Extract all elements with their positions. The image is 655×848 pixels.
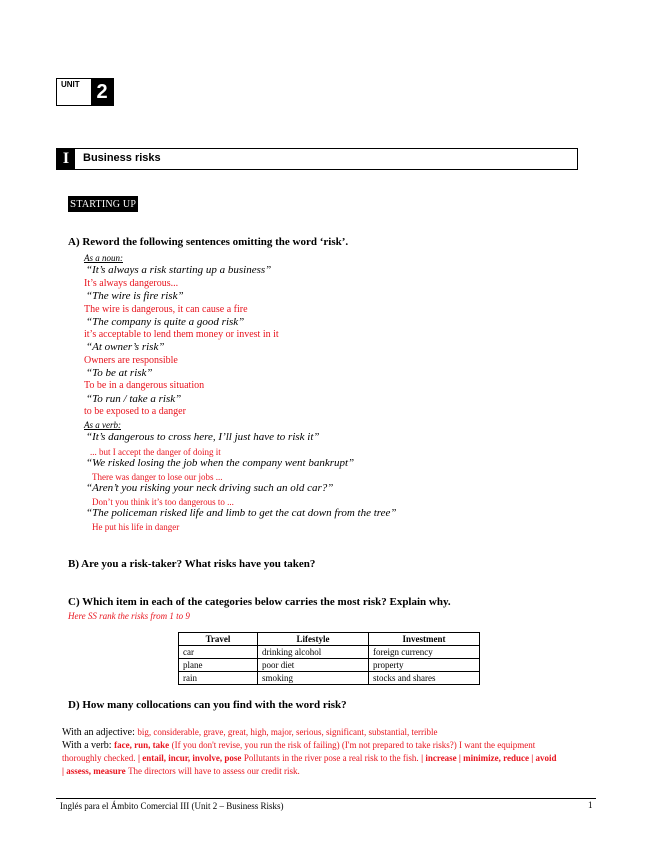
starting-up-label: STARTING UP xyxy=(70,198,137,210)
exercise-d-heading: D) How many collocations can you find with the word risk? xyxy=(68,699,347,711)
noun-answer-4: Owners are responsible xyxy=(84,355,178,366)
verb-collocations-3: | increase | minimize, reduce | avoid xyxy=(421,753,557,763)
verb-collocations-1: face, run, take xyxy=(114,740,170,750)
risk-categories-table xyxy=(178,632,480,685)
verb-sentence-1: “It’s dangerous to cross here, I’ll just have to risk it” xyxy=(86,431,320,443)
noun-answer-2: The wire is dangerous, it can cause a fire xyxy=(84,304,248,315)
table-row xyxy=(179,659,480,672)
table-cell: smoking xyxy=(258,672,369,685)
noun-answer-3: it’s acceptable to lend them money or invest in it xyxy=(84,329,279,340)
table-cell: poor diet xyxy=(258,659,369,672)
unit-number: 2 xyxy=(91,79,113,106)
verb-example-1: (If you don't revise, you run the risk of failing) (I'm not prepared to take risks?) I want the equipment xyxy=(171,740,536,750)
adjective-list: big, considerable, grave, great, high, major, serious, significant, substantial, terrible xyxy=(137,727,438,737)
exercise-b-heading: B) Are you a risk-taker? What risks have you taken? xyxy=(68,558,316,570)
verb-sentence-2: “We risked losing the job when the company went bankrupt” xyxy=(86,457,355,469)
table-cell: plane xyxy=(179,659,258,672)
collocations-adjective-line xyxy=(62,726,602,739)
noun-answer-5: To be in a dangerous situation xyxy=(84,380,205,391)
footer-divider xyxy=(56,798,596,799)
exercise-a-heading: A) Reword the following sentences omitting the word ‘risk’. xyxy=(68,236,349,248)
verb-collocations-4: | assess, measure xyxy=(62,766,126,776)
table-header-lifestyle: Lifestyle xyxy=(258,633,369,646)
footer-text: Inglés para el Ámbito Comercial III (Unit 2 – Business Risks) xyxy=(60,801,284,811)
exercise-c-heading: C) Which item in each of the categories below carries the most risk? Explain why. xyxy=(68,596,451,608)
starting-up-rest: TARTING UP xyxy=(76,199,137,210)
unit-box xyxy=(56,78,114,106)
table-row xyxy=(179,672,480,685)
table-header-travel: Travel xyxy=(179,633,258,646)
section-header xyxy=(56,148,578,170)
noun-sentence-3: “The company is quite a good risk” xyxy=(86,316,245,328)
adjective-label: With an adjective: xyxy=(62,727,135,738)
noun-label: As a noun: xyxy=(84,253,123,263)
page-number: 1 xyxy=(588,800,593,810)
verb-answer-1: ... but I accept the danger of doing it xyxy=(90,447,221,457)
table-cell: stocks and shares xyxy=(369,672,480,685)
verb-label: As a verb: xyxy=(84,420,121,430)
noun-sentence-5: “To be at risk” xyxy=(86,367,153,379)
noun-sentence-2: “The wire is fire risk” xyxy=(86,290,184,302)
verb-sentence-3: “Aren’t you risking your neck driving such an old car?” xyxy=(86,482,334,494)
verb-collocations-2: | entail, incur, involve, pose xyxy=(137,753,242,763)
verb-example-2: Pollutants in the river pose a real risk to the fish. xyxy=(243,753,419,763)
verb-example-3: The directors will have to assess our credit risk. xyxy=(128,766,300,776)
table-cell: property xyxy=(369,659,480,672)
collocations-verb-block xyxy=(62,739,602,778)
table-cell: car xyxy=(179,646,258,659)
table-header-row xyxy=(179,633,480,646)
noun-sentence-1: “It’s always a risk starting up a business” xyxy=(86,264,272,276)
verb-sentence-4: “The policeman risked life and limb to get the cat down from the tree” xyxy=(86,507,397,519)
table-cell: drinking alcohol xyxy=(258,646,369,659)
verb-answer-3: Don’t you think it’s too dangerous to ... xyxy=(92,497,234,507)
section-roman-numeral: I xyxy=(57,149,75,169)
noun-answer-6: to be exposed to a danger xyxy=(84,406,186,417)
verb-answer-2: There was danger to lose our jobs ... xyxy=(92,472,223,482)
noun-sentence-4: “At owner’s risk” xyxy=(86,341,165,353)
exercise-c-note: Here SS rank the risks from 1 to 9 xyxy=(68,611,190,621)
verb-example-1-end: thoroughly checked. xyxy=(62,753,136,763)
section-title: Business risks xyxy=(83,152,161,164)
verb-answer-4: He put his life in danger xyxy=(92,522,180,532)
noun-sentence-6: “To run / take a risk” xyxy=(86,393,182,405)
verb-collocation-label: With a verb: xyxy=(62,740,112,751)
unit-label: UNIT xyxy=(61,80,80,89)
table-cell: foreign currency xyxy=(369,646,480,659)
table-cell: rain xyxy=(179,672,258,685)
table-header-investment: Investment xyxy=(369,633,480,646)
table-row xyxy=(179,646,480,659)
noun-answer-1: It’s always dangerous... xyxy=(84,278,179,289)
